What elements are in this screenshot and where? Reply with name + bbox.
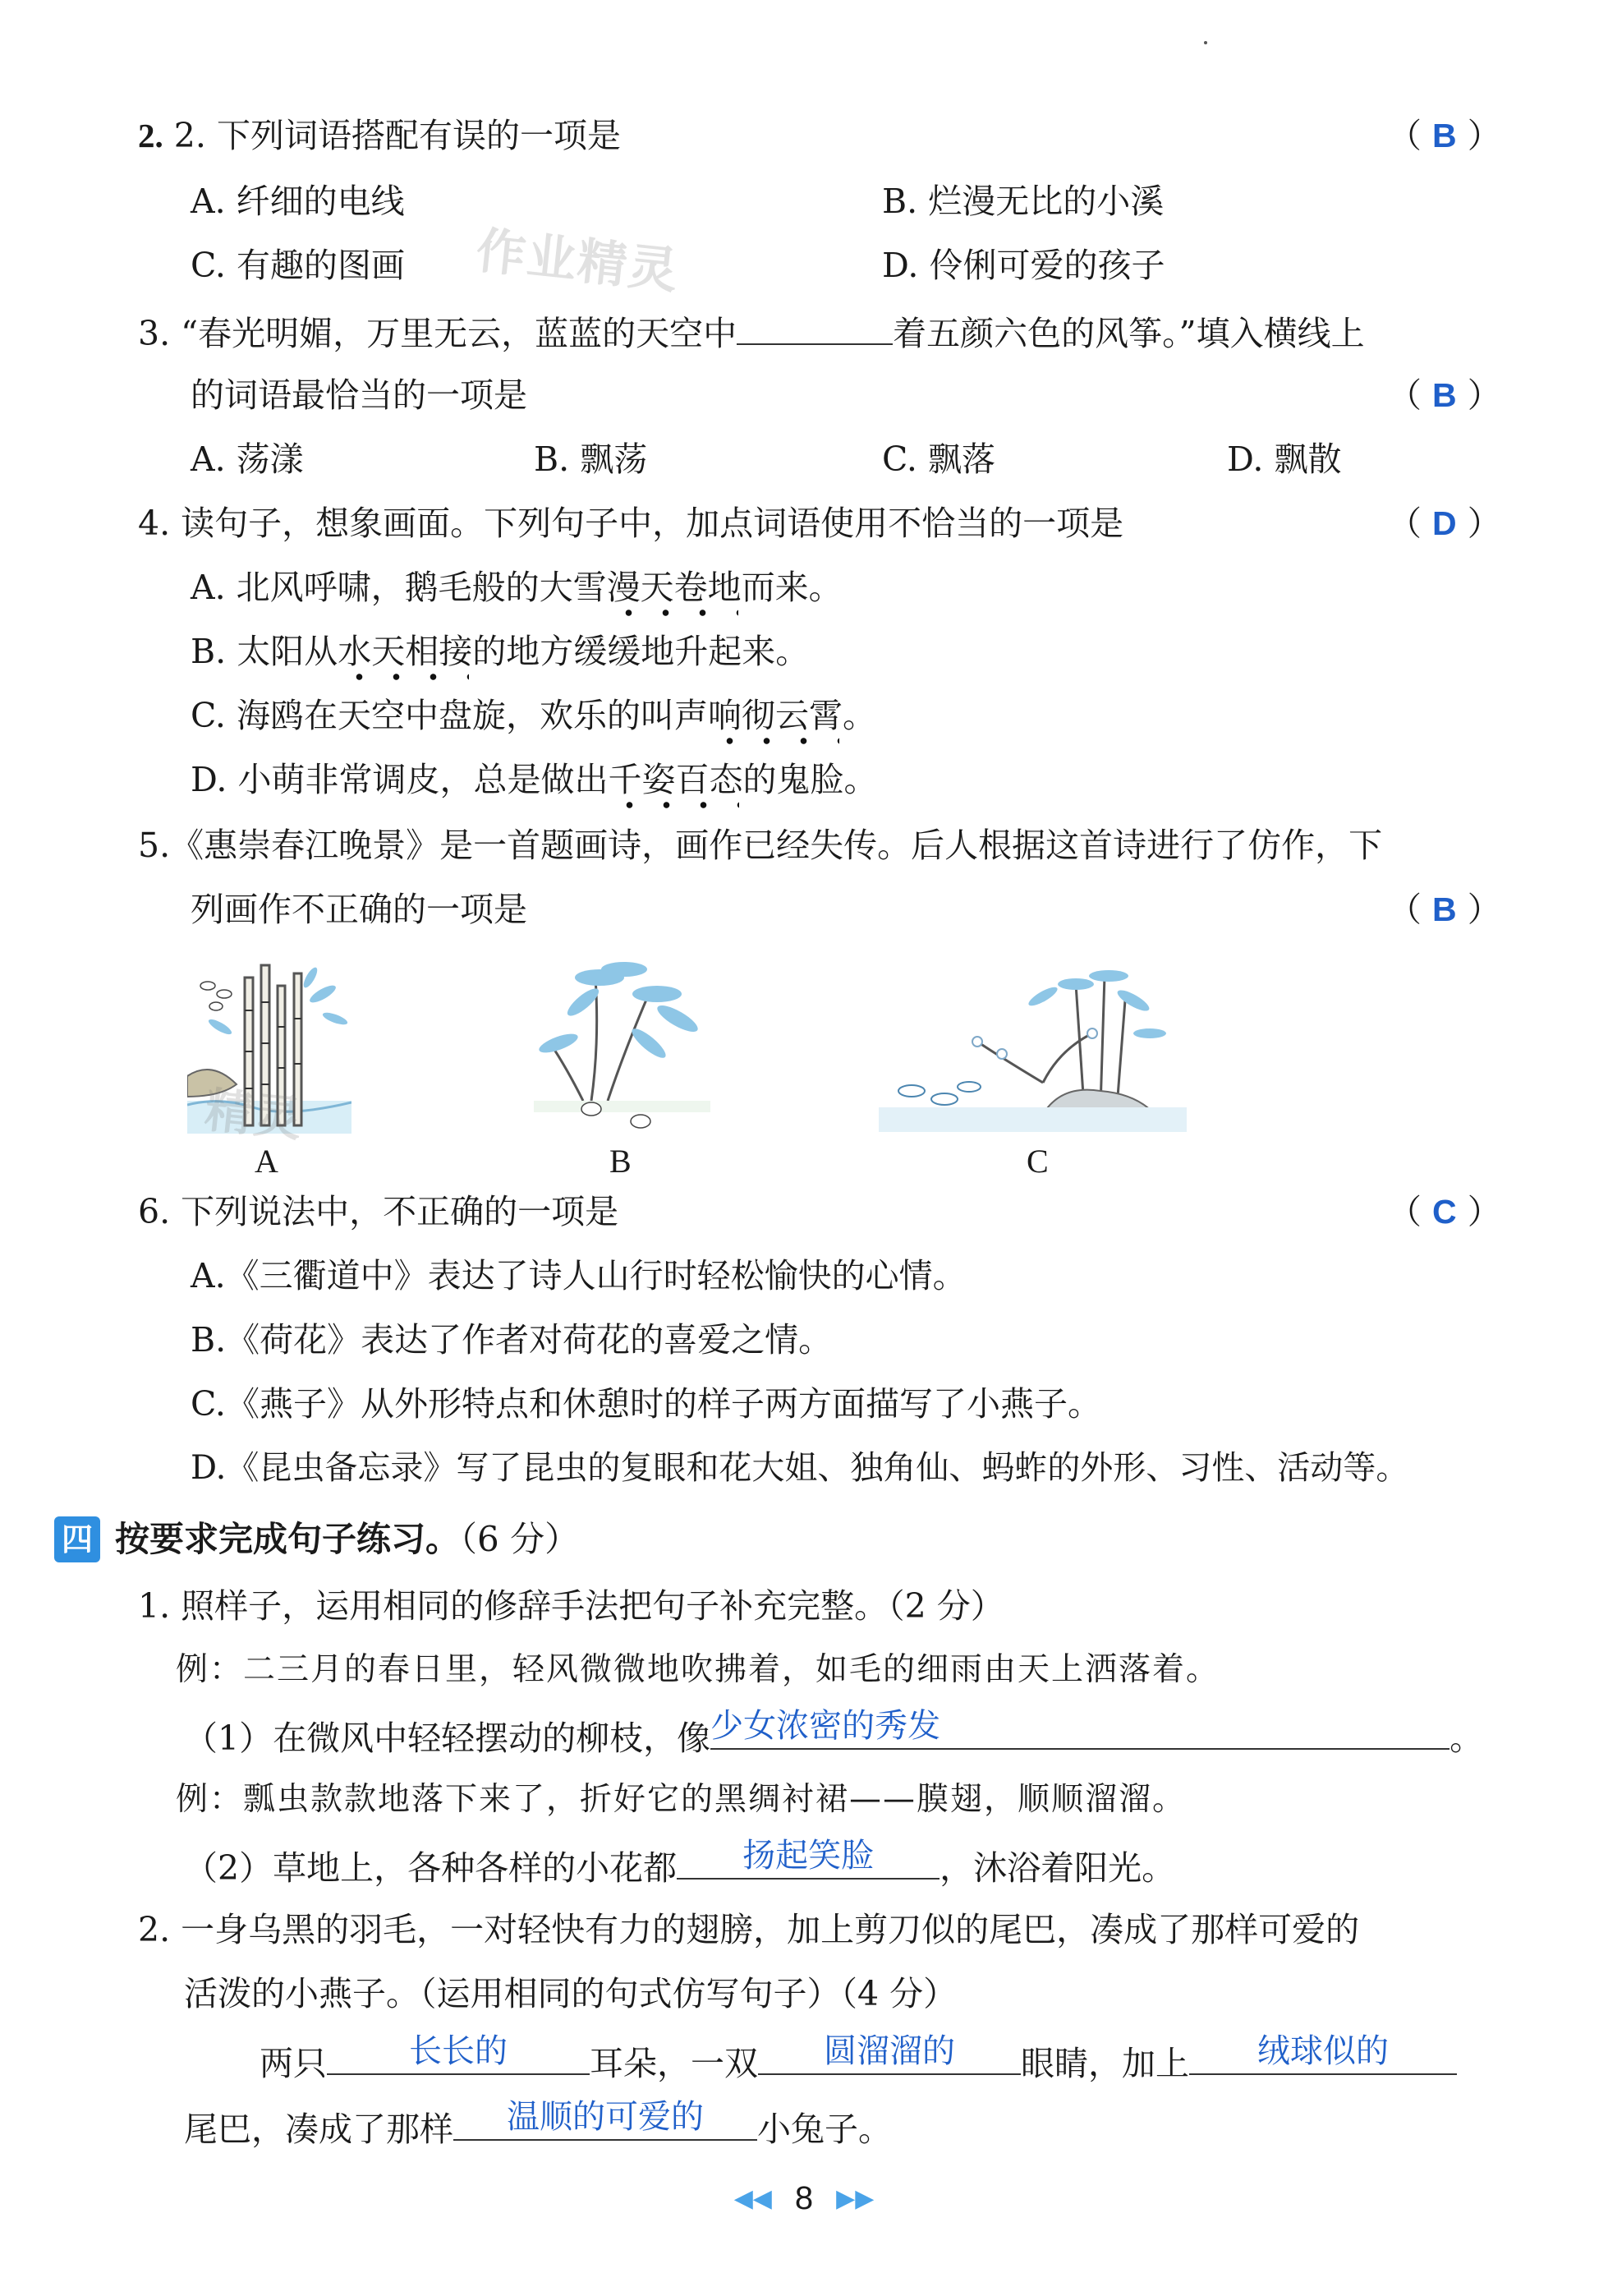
s1-stem: 1. 照样子，运用相同的修辞手法把句子补充完整。（2 分） [138,1586,1004,1626]
q3-stem-line2: 的词语最恰当的一项是 [191,375,527,415]
q4-answer: D [1432,504,1457,542]
q2-option-b: B. 烂漫无比的小溪 [882,182,1165,221]
page-number: 8 [794,2179,814,2216]
section-number-badge: 四 [54,1516,100,1562]
q6-stem: 6. 下列说法中，不正确的一项是 [138,1192,619,1231]
s2-blank-1 [327,2032,590,2075]
q6-option-c: C.《燕子》从外形特点和休憩时的样子两方面描写了小燕子。 [191,1384,1101,1424]
picture-b-bamboo-chicks [534,961,710,1134]
q3-option-b: B. 飘荡 [534,439,648,479]
s1-item-2-blank [677,1837,940,1880]
page-footer [0,2177,1608,2217]
picture-b-label: B [609,1143,632,1180]
q4-option-b-post: 的地方缓缓地升起来。 [472,632,810,671]
q2-option-c: C. 有趣的图画 [191,246,405,285]
q3-answer: B [1432,376,1457,414]
s2-answer-3: 绒球似的 [1257,2032,1389,2070]
s2-blank-4 [453,2098,757,2141]
watermark-2: 精灵 [202,1081,306,1148]
q4-option-b-pre: B. 太阳从 [191,632,338,671]
s1-item-2-answer: 扬起笑脸 [742,1837,875,1875]
watermark: 作业精灵 [473,222,682,301]
q2-option-a: A. 纤细的电线 [191,182,405,221]
q6-option-a: A.《三衢道中》表达了诗人山行时轻松愉快的心情。 [191,1256,967,1295]
s2-answer-line2 [184,2098,892,2150]
s2-answer-4: 温顺的可爱的 [507,2098,704,2136]
section-points: （6 分） [460,1519,580,1559]
q6-answer: C [1432,1193,1457,1231]
q2-answer-bracket: （ B ） [1388,116,1501,155]
prev-page-arrows[interactable]: ◀◀ [733,2184,772,2213]
q4-option-d-post: 的鬼脸。 [742,760,878,799]
s2-p2: 耳朵，一双 [590,2044,758,2083]
q4-option-d-pre: D. 小萌非常调皮，总是做出 [191,760,609,799]
q2-option-d: D. 伶俐可爱的孩子 [882,246,1165,285]
s1-example-2: 例：瓢虫款款地落下来了，折好它的黑绸衬裙——膜翅，顺顺溜溜。 [176,1781,1187,1818]
next-page-arrows[interactable]: ▶▶ [836,2184,875,2213]
q3-answer-bracket: （ B ） [1388,375,1501,415]
q4-answer-bracket: （ D ） [1388,504,1501,543]
q4-option-a [191,567,843,608]
q4-option-d [191,759,877,800]
q6-option-b: B.《荷花》表达了作者对荷花的喜爱之情。 [191,1320,833,1360]
s1-item-2-post: ，沐浴着阳光。 [940,1848,1176,1888]
s1-item-1-post: 。 [1449,1719,1484,1758]
q4-stem: 4. 读句子，想象画面。下列句子中，加点词语使用不恰当的一项是 [138,504,1124,543]
q4-option-b [191,631,809,672]
s1-example-1: 例：二三月的春日里，轻风微微地吹拂着，如毛的细雨由天上洒落着。 [176,1651,1220,1688]
q4-option-c-dotted: 响彻云霄 [707,696,843,735]
q4-option-d-dotted: 千姿百态 [608,760,743,799]
page-dot [1204,41,1207,44]
s2-answer-2: 圆溜溜的 [824,2032,955,2070]
picture-a-label: A [255,1143,278,1180]
s1-item-1-answer: 少女浓密的秀发 [710,1707,941,1745]
q4-option-c-post: 。 [842,696,876,735]
s2-stem-line1: 2. 一身乌黑的羽毛，一对轻快有力的翅膀，加上剪刀似的尾巴，凑成了那样可爱的 [138,1910,1360,1949]
s2-blank-2 [758,2032,1021,2075]
q3-stem-part1: 3. “春光明媚，万里无云，蓝蓝的天空中 [138,314,737,353]
q6-answer-bracket: （ C ） [1388,1192,1501,1231]
q2-answer: B [1432,117,1457,154]
q4-option-b-dotted: 水天相接 [338,632,473,671]
section-title [115,1518,579,1561]
s1-item-1-pre: （1）在微风中轻轻摆动的柳枝，像 [184,1719,711,1758]
s2-p1: 两只 [260,2044,327,2083]
s1-item-1-blank [710,1707,1449,1750]
q3-stem [138,311,1365,354]
q3-stem-part2: 着五颜六色的风筝。”填入横线上 [893,314,1365,353]
s1-item-1 [184,1707,1484,1759]
q4-option-a-dotted: 漫天卷地 [606,568,742,607]
picture-c-bamboo-blossom-ducks [879,959,1187,1132]
q3-option-d: D. 飘散 [1227,439,1342,479]
s2-p4: 尾巴，凑成了那样 [184,2110,453,2149]
q3-option-c: C. 飘落 [882,439,995,479]
s2-blank-3 [1189,2032,1457,2075]
s1-item-2 [184,1837,1176,1889]
q4-option-c [191,695,876,736]
q4-option-a-post: 而来。 [741,568,843,607]
s2-p3: 眼睛，加上 [1021,2044,1189,2083]
q4-option-a-pre: A. 北风呼啸，鹅毛般的大雪 [191,568,607,607]
section-title-text: 按要求完成句子练习。 [115,1519,461,1559]
q4-option-c-pre: C. 海鸥在天空中盘旋，欢乐的叫声 [191,696,708,735]
s2-answer-line1 [260,2032,1457,2084]
q2-stem-text: 2. 下列词语搭配有误的一项是 [173,116,621,155]
q3-blank [737,311,893,345]
q6-option-d: D.《昆虫备忘录》写了昆虫的复眼和花大姐、独角仙、蚂蚱的外形、习性、活动等。 [191,1449,1409,1487]
s2-answer-1: 长长的 [409,2032,508,2070]
picture-c-label: C [1027,1143,1049,1180]
q5-answer: B [1432,890,1457,928]
q5-answer-bracket: （ B ） [1388,890,1501,929]
s2-p5: 小兔子。 [757,2110,892,2149]
q3-option-a: A. 荡漾 [191,439,304,479]
q5-stem-line2: 列画作不正确的一项是 [191,890,527,929]
s1-item-2-pre: （2）草地上，各种各样的小花都 [184,1848,678,1888]
q2-stem: 2. 2. 下列词语搭配有误的一项是 [138,116,621,155]
s2-stem-line2: 活泼的小燕子。（运用相同的句式仿写句子）（4 分） [184,1974,958,2013]
q5-stem-line1: 5.《惠崇春江晚景》是一首题画诗，画作已经失传。后人根据这首诗进行了仿作，下 [138,826,1383,865]
